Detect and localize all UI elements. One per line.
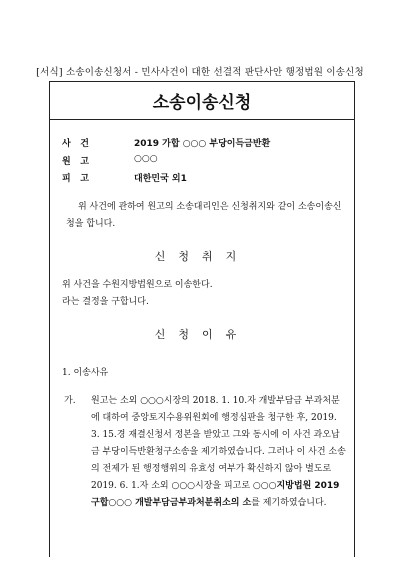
request-line-1: 위 사건을 수원지방법원으로 이송한다. [62,280,213,290]
party-case [62,136,270,149]
reason-case-reference: ○○○지방법원 2019구합○○○ 개발부담금부과처분취소의 소 [91,481,340,508]
case-label-2: 건 [80,139,89,149]
defendant-value: 대한민국 외1 [134,174,187,184]
section-reason-title: 신청이유 [154,328,250,341]
defendant-label-1: 피 [62,174,71,184]
plaintiff-label-1: 원 [62,157,71,167]
plaintiff-label-2: 고 [80,157,89,167]
reason-item [64,393,346,512]
reason-item-label: 가. [64,396,76,406]
reason-item-body [91,393,346,512]
section-request-title: 신청취지 [154,250,250,263]
plaintiff-value: ○○○ [134,154,158,164]
intro-paragraph: 위 사건에 관하여 원고의 소송대리인은 신청취지와 같이 소송이송신청을 합니다. [66,202,342,229]
form-header: [서식] 소송이송신청서 - 민사사건이 대한 선결적 판단사안 행정법원 이송신청 [36,67,364,78]
case-label-1: 사 [62,139,71,149]
reason-heading: 1. 이송사유 [62,368,109,378]
party-defendant [62,171,187,184]
party-plaintiff [62,154,158,167]
reason-text-2: 를 제기하였습니다. [251,498,327,508]
document-form [49,81,355,557]
case-value: 2019 가합 ○○○ 부당이득금반환 [134,139,271,149]
defendant-label-2: 고 [80,174,89,184]
document-title: 소송이송신청 [50,82,354,120]
reason-text-1: 원고는 소외 ○○○시장의 2018. 1. 10.자 개발부담금 부과처분에 대하여 중앙토지수용위원회에 행정심판을 청구한 후, 2019. 3. 15.경 재결신청서 정본을 받았고 그와 동시에 이 사건 과오납금 부당이득반환청구소송을 제기하였습니다. 그러나 이 사건 소송의 전제가 된 행정행위의 유효성 여부가 확신하지 않아 별도로 2019. 6. 1.자 소외 ○○○시장을 피고로 [91,396,346,491]
request-line-2: 라는 결정을 구합니다. [62,297,149,307]
